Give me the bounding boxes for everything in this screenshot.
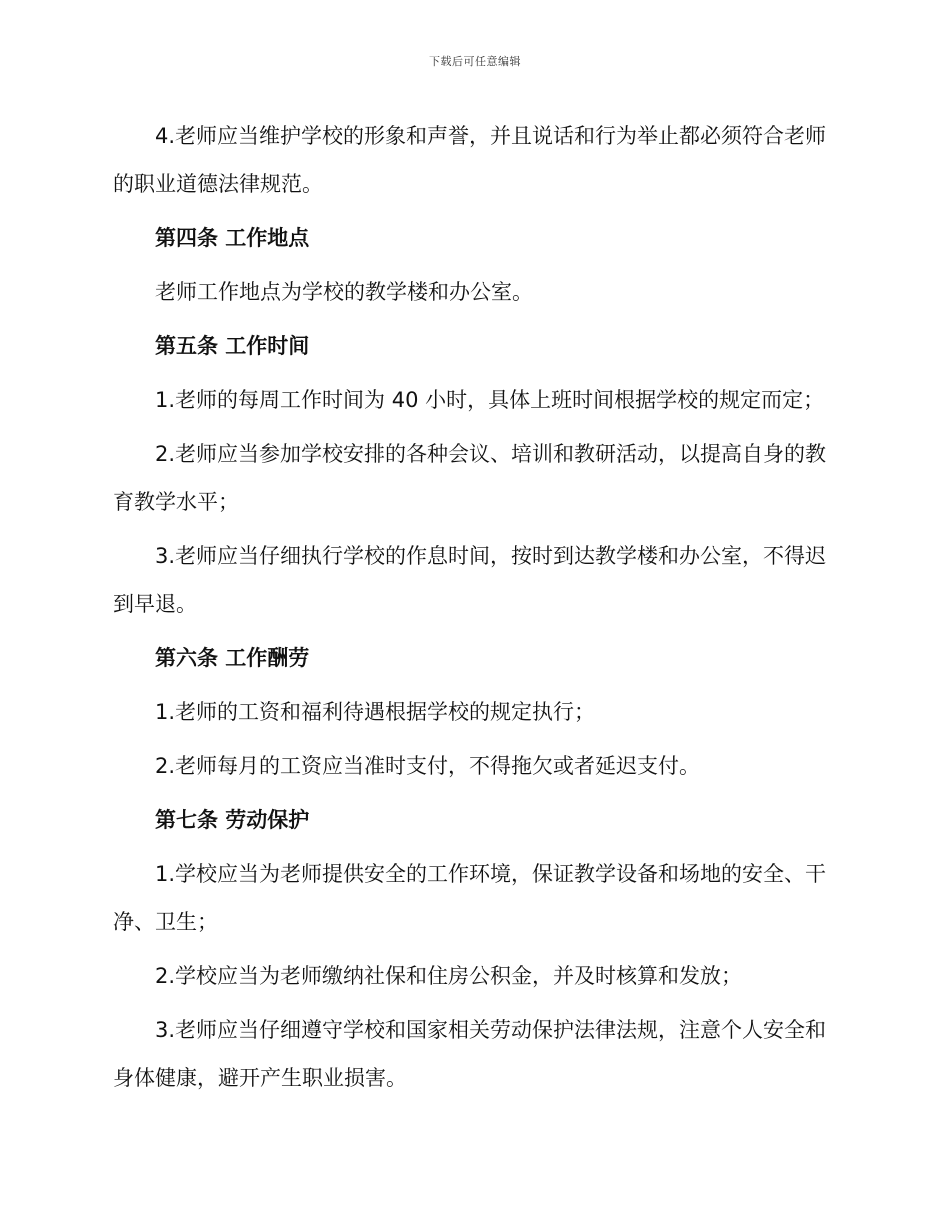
paragraph-work-hours-3: 3.老师应当仔细执行学校的作息时间，按时到达教学楼和办公室，不得迟到早退。 [113, 544, 827, 616]
paragraph-work-hours-2: 2.老师应当参加学校安排的各种会议、培训和教研活动，以提高自身的教育教学水平； [113, 442, 827, 514]
paragraph-pay-1: 1.老师的工资和福利待遇根据学校的规定执行； [155, 700, 596, 724]
article-6-heading: 第六条 工作酬劳 [155, 646, 310, 670]
paragraph-pay-2: 2.老师每月的工资应当准时支付，不得拖欠或者延迟支付。 [155, 754, 701, 778]
paragraph-protection-3: 3.老师应当仔细遵守学校和国家相关劳动保护法律法规，注意个人安全和身体健康，避开产生职业损害。 [113, 1018, 827, 1090]
paragraph-work-location: 老师工作地点为学校的教学楼和办公室。 [155, 280, 533, 304]
article-4-heading: 第四条 工作地点 [155, 226, 310, 250]
paragraph-protection-2: 2.学校应当为老师缴纳社保和住房公积金，并及时核算和发放； [155, 964, 743, 988]
article-5-heading: 第五条 工作时间 [155, 334, 310, 358]
document-body [113, 112, 827, 1108]
paragraph-work-hours-1: 1.老师的每周工作时间为 40 小时，具体上班时间根据学校的规定而定； [155, 388, 825, 412]
page-header: 下载后可任意编辑 [429, 55, 521, 68]
article-7-heading: 第七条 劳动保护 [155, 808, 310, 832]
paragraph-4: 4.老师应当维护学校的形象和声誉，并且说话和行为举止都必须符合老师的职业道德法律规范。 [113, 124, 827, 196]
paragraph-protection-1: 1.学校应当为老师提供安全的工作环境，保证教学设备和场地的安全、干净、卫生； [113, 862, 827, 934]
